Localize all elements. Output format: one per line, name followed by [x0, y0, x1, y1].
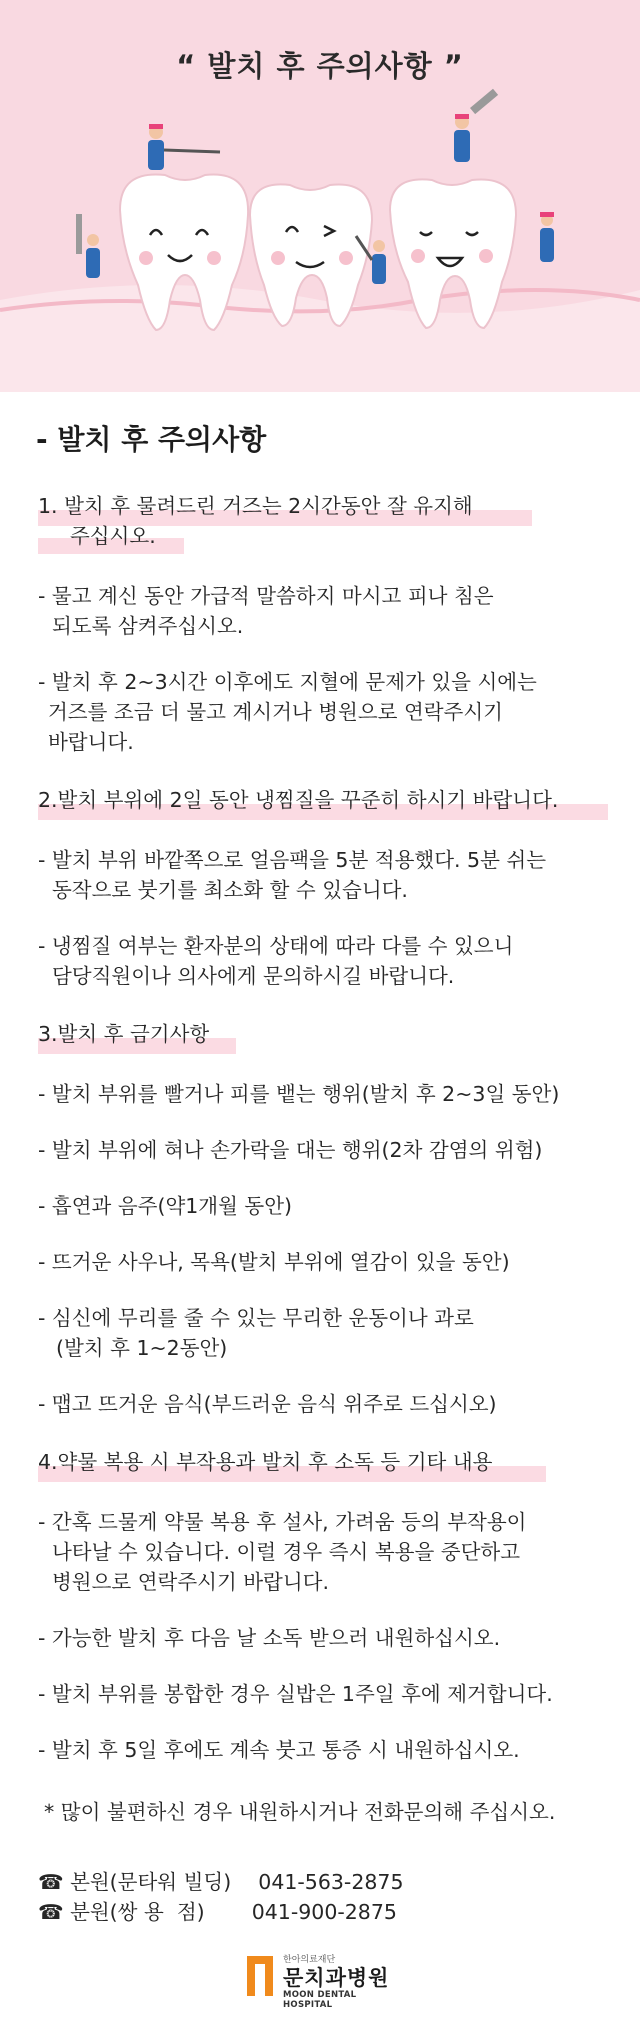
text-line: - 발치 부위를 봉합한 경우 실밥은 1주일 후에 제거합니다.: [38, 1682, 553, 1706]
text-line: - 심신에 무리를 줄 수 있는 무리한 운동이나 과로: [38, 1306, 474, 1330]
hero-banner: [0, 0, 640, 392]
logo-name: 문치과병원: [283, 1966, 390, 1990]
text-line: 병원으로 연락주시기 바랍니다.: [52, 1570, 329, 1594]
text-line: - 흡연과 음주(약1개월 동안): [38, 1194, 293, 1218]
note-line: * 많이 불편하신 경우 내원하시거나 전화문의해 주십시오.: [44, 1800, 556, 1824]
tooth-right-icon: [390, 179, 516, 328]
heading-3: 3.발치 후 금기사항: [38, 1022, 210, 1046]
contact-main[interactable]: [38, 1866, 404, 1898]
logo-foundation: 한아의료재단: [283, 1955, 336, 1965]
phone-icon: ☎: [38, 1900, 64, 1924]
text-line: - 발치 후 5일 후에도 계속 붓고 통증 시 내원하십시오.: [38, 1738, 520, 1762]
logo-mark-icon: [245, 1954, 275, 1998]
text-line: 거즈를 조금 더 물고 계시거나 병원으로 연락주시기: [48, 700, 503, 724]
heading-4: 4.약물 복용 시 부작용과 발치 후 소독 등 기타 내용: [38, 1450, 493, 1474]
text-line: - 가능한 발치 후 다음 날 소독 받으러 내원하십시오.: [38, 1626, 501, 1650]
contact-phone[interactable]: 041-900-2875: [251, 1900, 397, 1924]
section-title: - 발치 후 주의사항: [36, 423, 267, 456]
text-line: 동작으로 붓기를 최소화 할 수 있습니다.: [52, 878, 408, 902]
text-line: - 맵고 뜨거운 음식(부드러운 음식 위주로 드십시오): [38, 1392, 497, 1416]
text-line: - 물고 계신 동안 가급적 말씀하지 마시고 피나 침은: [38, 584, 494, 608]
text-line: (발치 후 1~2동안): [56, 1336, 228, 1360]
text-line: - 간혹 드물게 약물 복용 후 설사, 가려움 등의 부작용이: [38, 1510, 527, 1534]
heading-1-cont: 주십시오.: [70, 524, 156, 548]
text-line: - 발치 부위 바깥쪽으로 얼음팩을 5분 적용했다. 5분 쉬는: [38, 848, 546, 872]
text-line: 나타날 수 있습니다. 이럴 경우 즉시 복용을 중단하고: [52, 1540, 520, 1564]
text-line: 바랍니다.: [48, 730, 134, 754]
phone-icon: ☎: [38, 1870, 64, 1894]
text-line: - 발치 부위에 혀나 손가락을 대는 행위(2차 감염의 위험): [38, 1138, 543, 1162]
hospital-logo: [245, 1948, 405, 2010]
text-line: 담당직원이나 의사에게 문의하시길 바랍니다.: [52, 964, 455, 988]
hero-title: “ 발치 후 주의사항 ”: [176, 49, 464, 83]
contact-label: 분원(쌍 용 점): [70, 1900, 205, 1924]
heading-1: 1. 발치 후 물려드린 거즈는 2시간동안 잘 유지해: [38, 494, 473, 518]
logo-english: MOON DENTAL HOSPITAL: [283, 1990, 357, 2010]
contact-phone[interactable]: 041-563-2875: [258, 1870, 404, 1894]
text-line: - 뜨거운 사우나, 목욕(발치 부위에 열감이 있을 동안): [38, 1250, 510, 1274]
text-line: - 발치 부위를 빨거나 피를 뱉는 행위(발치 후 2~3일 동안): [38, 1082, 560, 1106]
contact-label: 본원(문타워 빌딩): [70, 1870, 232, 1894]
text-line: - 냉찜질 여부는 환자분의 상태에 따라 다를 수 있으니: [38, 934, 514, 958]
contact-branch[interactable]: [38, 1896, 397, 1928]
heading-2: 2.발치 부위에 2일 동안 냉찜질을 꾸준히 하시기 바랍니다.: [38, 788, 559, 812]
text-line: 되도록 삼켜주십시오.: [52, 614, 244, 638]
text-line: - 발치 후 2~3시간 이후에도 지혈에 문제가 있을 시에는: [38, 670, 537, 694]
